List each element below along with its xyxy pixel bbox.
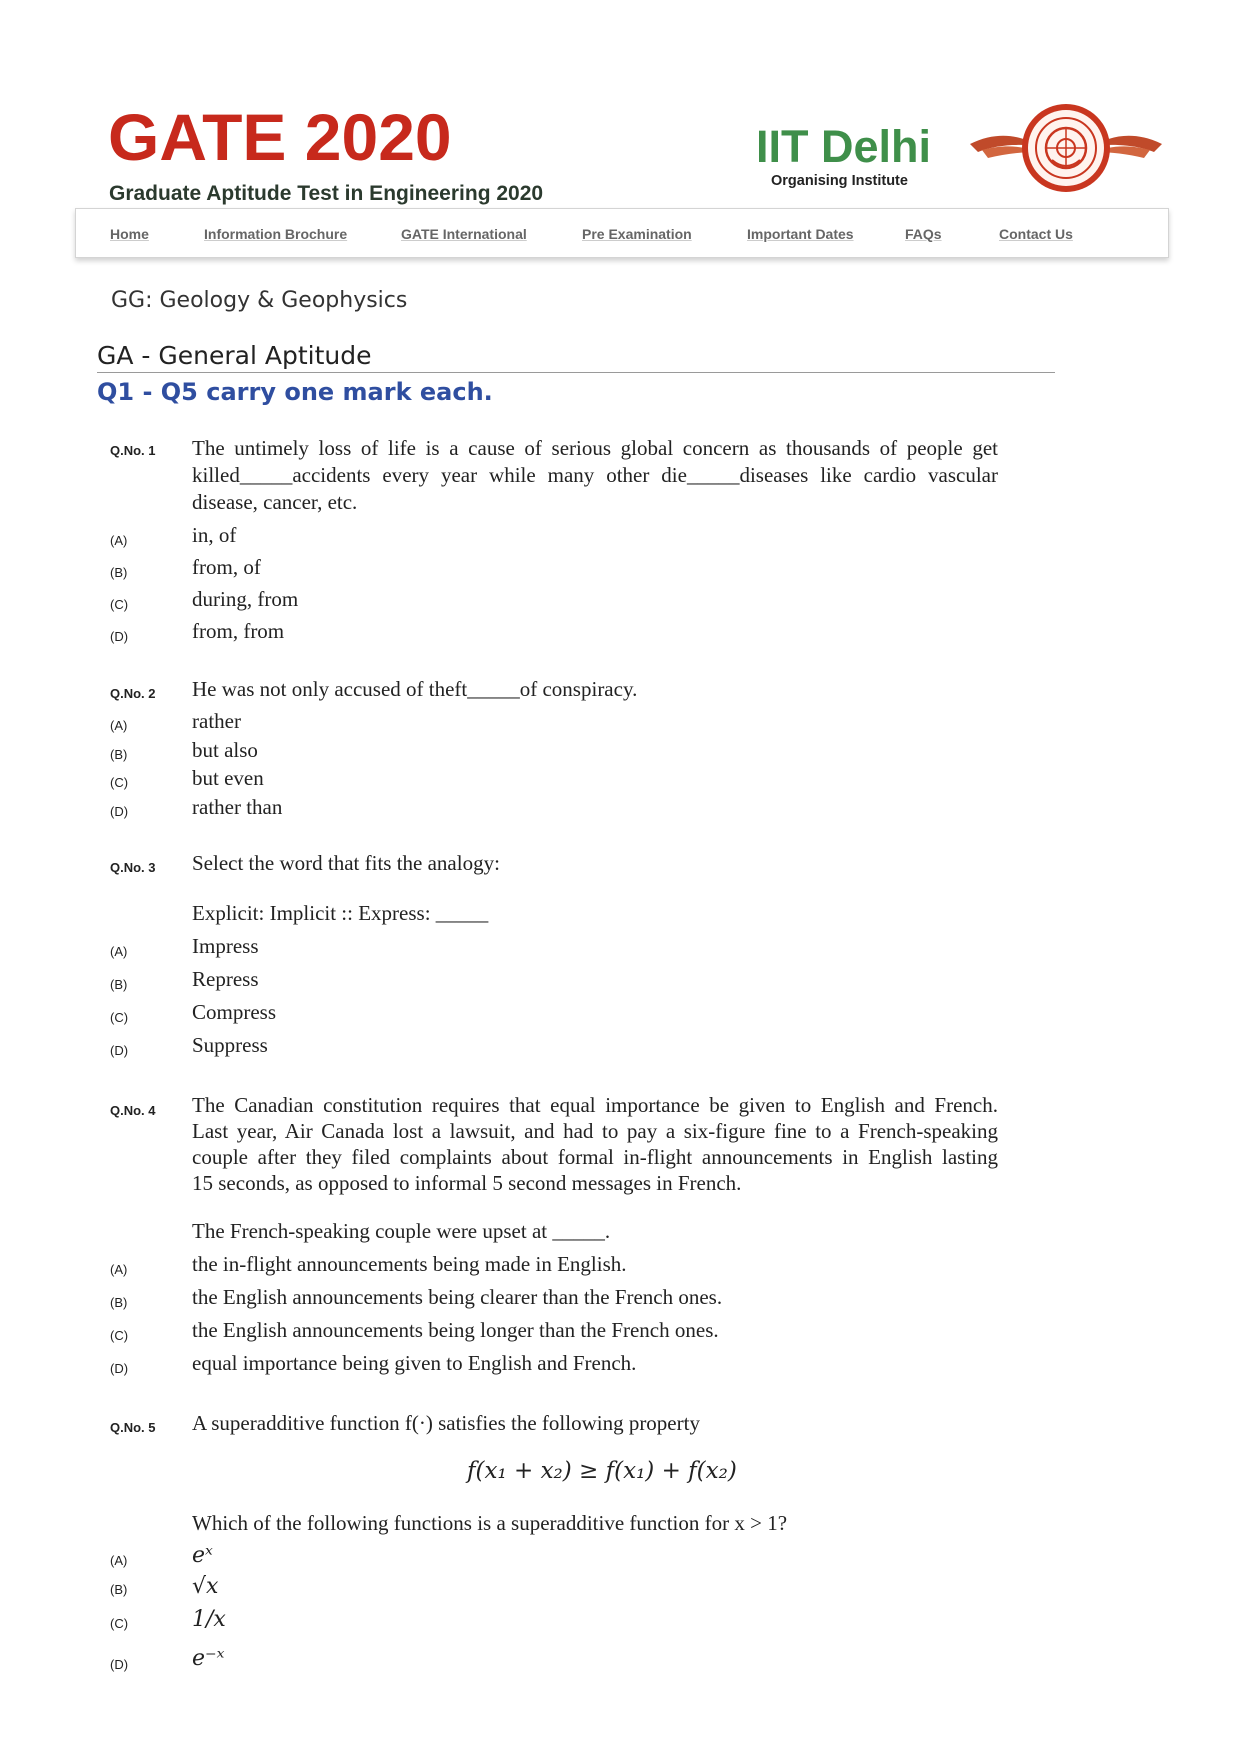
option-text: during, from [192, 587, 299, 611]
question-line: 15 seconds, as opposed to informal 5 second messages in French. [192, 1171, 742, 1195]
option-label: (C) [110, 1328, 129, 1343]
option-text: the in-flight announcements being made in English. [192, 1252, 627, 1276]
option-text: rather than [192, 795, 283, 819]
nav-contact-us-link[interactable]: Contact Us [999, 226, 1073, 242]
analogy-prompt: Explicit: Implicit :: Express: _____ [192, 901, 489, 925]
gate-title: GATE 2020 [108, 100, 452, 174]
option-label: (C) [110, 775, 129, 790]
option-text: from, from [192, 619, 285, 643]
option-text: rather [192, 709, 241, 733]
option-text: equal importance being given to English and French. [192, 1351, 637, 1375]
option-label: (D) [110, 1657, 129, 1672]
option-label: (C) [110, 1616, 129, 1631]
question-number: Q.No. 2 [110, 686, 156, 701]
question-line: The untimely loss of life is a cause of serious global concern as thousands of people get [192, 436, 998, 460]
institute-name: IIT Delhi [756, 121, 932, 172]
question-line: killed_____accidents every year while many other die_____diseases like cardio vascular [192, 463, 998, 487]
section-divider [97, 372, 1055, 373]
option-label: (A) [110, 1553, 128, 1568]
question-text: Select the word that fits the analogy: [192, 851, 500, 875]
question-line: couple after they filed complaints about formal in-flight announcements in English lasting [192, 1145, 998, 1169]
nav-gate-international-link[interactable]: GATE International [401, 226, 527, 242]
institute-role: Organising Institute [771, 173, 908, 189]
option-label: (B) [110, 747, 128, 762]
nav-faqs-link[interactable]: FAQs [905, 226, 942, 242]
option-text: the English announcements being longer than the French ones. [192, 1318, 719, 1342]
option-label: (D) [110, 629, 129, 644]
option-math: eˣ [192, 1543, 213, 1568]
property-formula: f(x₁ + x₂) ≥ f(x₁) + f(x₂) [467, 1458, 737, 1484]
option-text: but also [192, 738, 258, 762]
nav-information-brochure-link[interactable]: Information Brochure [204, 226, 348, 242]
section-marks-note: Q1 - Q5 carry one mark each. [97, 378, 493, 406]
option-label: (B) [110, 1582, 128, 1597]
option-text: from, of [192, 555, 261, 579]
option-label: (A) [110, 1262, 128, 1277]
question-text: A superadditive function f(·) satisfies the following property [192, 1411, 700, 1435]
option-label: (B) [110, 977, 128, 992]
option-text: in, of [192, 523, 237, 547]
question-number: Q.No. 3 [110, 860, 156, 875]
question-line: disease, cancer, etc. [192, 490, 358, 514]
option-text: the English announcements being clearer than the French ones. [192, 1285, 723, 1309]
question-line: Last year, Air Canada lost a lawsuit, and had to pay a six-figure fine to a French-speaking [192, 1119, 998, 1143]
question-line: The Canadian constitution requires that equal importance be given to English and French. [192, 1093, 998, 1117]
option-text: but even [192, 766, 264, 790]
question-number: Q.No. 5 [110, 1420, 156, 1435]
question-number: Q.No. 4 [110, 1103, 156, 1118]
option-text: Impress [192, 934, 259, 958]
option-label: (D) [110, 1043, 129, 1058]
nav-home-link[interactable]: Home [110, 226, 149, 242]
option-label: (A) [110, 533, 128, 548]
paper-code: GG: Geology & Geophysics [111, 288, 408, 313]
option-math: √x [192, 1574, 219, 1599]
option-text: Suppress [192, 1033, 268, 1057]
nav-pre-examination-link[interactable]: Pre Examination [582, 226, 692, 242]
option-label: (B) [110, 1295, 128, 1310]
gate-subtitle: Graduate Aptitude Test in Engineering 2020 [109, 182, 544, 205]
option-math: 1/x [192, 1607, 226, 1632]
option-label: (D) [110, 804, 129, 819]
option-text: Repress [192, 967, 259, 991]
question-prompt: Which of the following functions is a superadditive function for x > 1? [192, 1511, 788, 1535]
question-text: He was not only accused of theft_____of conspiracy. [192, 677, 638, 701]
institution-seal-logo [968, 100, 1164, 200]
question-text [192, 435, 998, 516]
question-prompt: The French-speaking couple were upset at _____. [192, 1219, 611, 1243]
option-text: Compress [192, 1000, 276, 1024]
option-label: (C) [110, 1010, 129, 1025]
option-math: e⁻ˣ [192, 1646, 225, 1671]
option-label: (D) [110, 1361, 129, 1376]
option-label: (A) [110, 944, 128, 959]
question-number: Q.No. 1 [110, 443, 156, 458]
option-label: (B) [110, 565, 128, 580]
option-label: (A) [110, 718, 128, 733]
nav-important-dates-link[interactable]: Important Dates [747, 226, 854, 242]
option-label: (C) [110, 597, 129, 612]
question-text [192, 1092, 998, 1196]
section-title: GA - General Aptitude [97, 341, 372, 370]
navigation-bar [75, 208, 1169, 258]
